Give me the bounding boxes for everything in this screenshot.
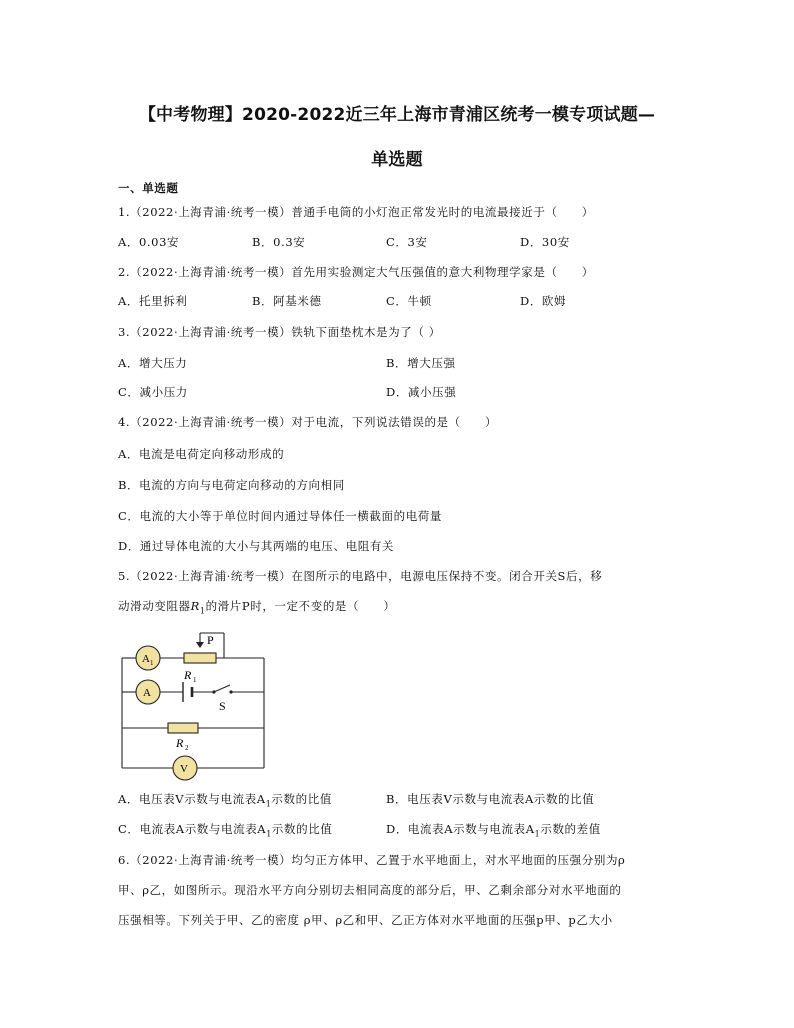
question-4-option-d: D．通过导体电流的大小与其两端的电压、电阻有关 (118, 539, 395, 553)
q5-option-c-post: 示数的比值 (271, 822, 333, 836)
question-1-option-a: A．0.03安 (118, 235, 180, 249)
label-p: P (207, 633, 214, 647)
question-3-option-c: C．减小压力 (118, 385, 188, 399)
question-3-option-a: A．增大压力 (118, 356, 188, 370)
switch-blade (214, 685, 230, 692)
circuit-diagram (118, 630, 268, 782)
doc-title-line2: 单选题 (371, 150, 423, 170)
question-3-stem: 3.（2022·上海青浦·统考一模）铁轨下面垫枕木是为了（ ） (118, 325, 441, 339)
question-6-stem-line1: 6.（2022·上海青浦·统考一模）均匀正方体甲、乙置于水平地面上，对水平地面的压强分别为ρ (118, 853, 626, 867)
q5-option-a-pre: A．电压表V示数与电流表A (118, 792, 266, 806)
label-a1-sub: 1 (150, 659, 154, 667)
q5-option-d-pre: D．电流表A示数与电流表A (386, 822, 535, 836)
label-r1-sub: 1 (193, 676, 197, 684)
question-4-stem: 4.（2022·上海青浦·统考一模）对于电流，下列说法错误的是（ ） (118, 415, 498, 429)
question-1-stem: 1.（2022·上海青浦·统考一模）普通手电筒的小灯泡正常发光时的电流最接近于（ ） (118, 205, 594, 219)
slider-arrow-icon (196, 642, 204, 648)
q5-option-a-post: 示数的比值 (271, 792, 332, 806)
label-a1: A (142, 653, 150, 665)
section-heading: 一、单选题 (118, 181, 179, 195)
label-v: V (180, 763, 188, 775)
question-4-option-b: B．电流的方向与电荷定向移动的方向相同 (118, 478, 345, 492)
label-s: S (219, 699, 226, 713)
q5-stem-pre: 动滑动变阻器 (118, 599, 191, 613)
question-1-option-d: D．30安 (520, 235, 570, 249)
question-1-option-c: C．3安 (386, 235, 428, 249)
resistor-r1 (184, 653, 216, 663)
question-3-option-d: D．减小压强 (386, 385, 457, 399)
question-3-option-b: B．增大压强 (386, 356, 456, 370)
question-5-stem-line1: 5.（2022·上海青浦·统考一模）在图所示的电路中，电源电压保持不变。闭合开关S后，移 (118, 569, 603, 583)
question-5-stem-line2 (118, 598, 395, 615)
switch-contact (229, 690, 232, 693)
question-4-option-a: A．电流是电荷定向移动形成的 (118, 447, 285, 461)
question-2-option-b: B．阿基米德 (252, 294, 322, 308)
q5-option-d-sub: 1 (534, 829, 541, 839)
question-5-option-b (386, 791, 594, 807)
q5-option-d-post: 示数的差值 (540, 822, 601, 836)
q5-option-a-sub: 1 (265, 799, 272, 809)
question-2-option-d: D．欧姆 (520, 294, 567, 308)
q5-option-c-sub: 1 (266, 829, 272, 839)
question-1-option-b: B．0.3安 (252, 235, 306, 249)
q5-stem-r: R (190, 599, 200, 613)
label-r1: R (184, 668, 192, 682)
q5-stem-r-sub: 1 (199, 606, 206, 616)
q5-stem-post: 的滑片P时，一定不变的是（ ） (205, 599, 396, 613)
question-5-option-c (118, 821, 332, 838)
q5-option-c-pre: C．电流表A示数与电流表A (118, 822, 267, 836)
question-4-option-c: C．电流的大小等于单位时间内通过导体任一横截面的电荷量 (118, 509, 442, 523)
q5-option-b-text: B．电压表V示数与电流表A示数的比值 (386, 792, 595, 806)
doc-title-line1: 【中考物理】2020-2022近三年上海市青浦区统考一模专项试题— (138, 105, 656, 125)
resistor-r2 (168, 723, 198, 733)
switch-pivot (212, 690, 215, 693)
label-r2: R (176, 736, 184, 750)
question-6-stem-line2: 甲、ρ乙，如图所示。现沿水平方向分别切去相同高度的部分后，甲、乙剩余部分对水平地面的 (118, 883, 622, 897)
question-5-option-d (386, 821, 601, 838)
question-6-stem-line3: 压强相等。下列关于甲、乙的密度 ρ甲、ρ乙和甲、乙正方体对水平地面的压强p甲、p乙大小 (118, 913, 613, 927)
label-a: A (143, 687, 151, 699)
question-2-option-a: A．托里拆利 (118, 294, 188, 308)
label-r2-sub: 2 (185, 744, 189, 752)
question-2-option-c: C．牛顿 (386, 294, 432, 308)
question-5-option-a (118, 791, 332, 808)
question-2-stem: 2.（2022·上海青浦·统考一模）首先用实验测定大气压强值的意大利物理学家是（ ） (118, 265, 594, 279)
